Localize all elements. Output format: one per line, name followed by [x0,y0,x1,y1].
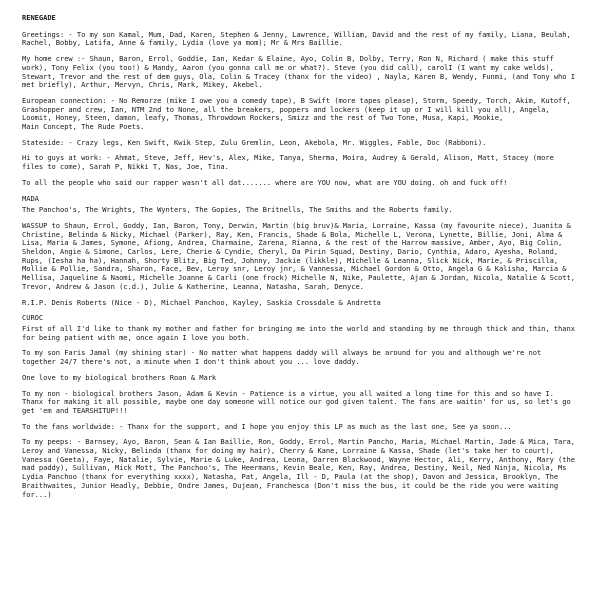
renegade-main-concept: Main Concept, The Rude Poets. [22,122,145,132]
section-heading-curoc: CUROC [22,313,44,323]
mada-rip: R.I.P. Denis Roberts (Nice - D), Michael Panchoo, Kayley, Saskia Crossdale & Andretta [22,297,381,307]
section-heading-renegade: RENEGADE [22,13,56,22]
mada-families: The Panchoo's, The Wrights, The Wynters, The Gopies, The Britnells, The Smiths and the Roberts family. [22,205,453,215]
mada-wassup: WASSUP to Shaun, Errol, Goddy, Ian, Baron, Tony, Derwin, Martin (big bruv)& Maria, Lorraine, Kassa (my favourite niece), Juanita & Christine, Belinda & Nicky, Michael (Parker), Ray, Ken, Francis, Shade & Bola, Michelle L, Verona, Lynette, Billie, Joni, Alma & Lisa, Maria & James, Symone, Afiong, Andrea, Charmaine, Zarena, Rianna, & the rest of the Harrow massive, Amber, Ayo, Big Colin, Sheldon, Angie & Simone, Carlos, Lere, Cherie & Cyndie, Cheryl, Da Pirin Squad, Destiny, Dario, Cynthia, Adaro, Ayesha, Roland, Rups, (Iesha ha ha), Hannah, Shorty Blitz, Big Ted, Johnny, Jackie (likkle), Michelle & Leanna, Slick Nick, Marie, & Priscilla, Mollie & Pollie, Sandra, Sharon, Face, Bev, Leroy snr, Leroy jnr, & Vannessa, Michael Gordon & Otto, Angela G & Kalisha, Marcia & Mellisa, Jaqueline & Naomi, Michelle Joanne & Carli (one frock) Michelle N, Nike, Paulette, Ajan & Jordan, Nicola, Natalie & Scott, Trevor, Andrew & Jason (c.d.), Julie & Katherine, Leanna, Natasha, Sarah, Denyce. [22,220,575,291]
curoc-fans: To the fans worldwide: - Thanx for the support, and I hope you enjoy this LP as much as the last one, See ya soon... [22,421,512,431]
renegade-greetings: Greetings: - To my son Kamal, Mum, Dad, Karen, Stephen & Jenny, Lawrence, William, David and the rest of my family, Liana, Beulah, Rachel, Bobby, Latifa, Anne & family, Lydia (love ya mom); Mr & Mrs Baillie. [22,29,571,48]
curoc-son: To my son Faris Jamal (my shining star) - No matter what happens daddy will always be around for you and although we're not together 24/7 there's not, a minute when I don't think about you ... love daddy. [22,348,542,367]
curoc-parents: First of all I'd like to thank my mother and father for bringing me into the world and standing by me through thick and thin, thanx for being patient with me, once again I love you both. [22,323,575,342]
curoc-peeps: To my peeps: - Barnsey, Ayo, Baron, Sean & Ian Baillie, Ron, Goddy, Errol, Martin Pancho, Maria, Michael Martin, Jade & Mica, Tara, Leroy and Vanessa, Nicky, Belinda (thanx for doing my hair), Cherry & Kane, Lorraine & Kassa, Shade (let's take her to court), Vanessa (Geeta), Faye, Natalie, Sylvie, Marie & Luke, Andrea, Leona, Darren Blackwood, Wayne Hector, Ali, Kerry, Anthony, Mary (the mad paddy), Sullivan, Mick Mott, The Panchoo's, The Heermans, Kevin Beale, Ken, Ray, Andrea, Destiny, Neil, Ned Ninja, Nicola, Ms Lydia Panchoo (thanx for everything xxxx), Natasha, Pat, Angela, Ill - D, Paula (at the shop), Davon and Jessica, Brooklyn, The Braithwaites, Junior Headly, Debbie, Ondre James, Dujean, Franchesca (Don't miss the bus, it could be the ride you were waiting for...) [22,437,575,499]
renegade-doubters: To all the people who said our rapper wasn't all dat....... where are YOU now, what are YOU doing. oh and fuck off! [22,177,508,187]
renegade-work: Hi to guys at work: - Ahmat, Steve, Jeff, Hev's, Alex, Mike, Tanya, Sherma, Moira, Audrey & Gerald, Alison, Matt, Stacey (more files to come), Sarah P, Nikki T, Nas, Joe, Tina. [22,153,554,172]
renegade-home-crew: My home crew :- Shaun, Baron, Errol, Goddie, Ian, Kedar & Elaine, Ayo, Colin B, Dolby, Terry, Ron N, Richard ( make this stuff work), Tony Felix (you too!) & Mandy, Aaron (you gonna call me or what?). Steve (you did call), carolI (I want my cake welds), Stewart, Trevor and the rest of dem guys, Ola, Colin & Tracey (thanx for the video) , Nayla, Karen B, Wendy, Funmi, (and Tony who I met briefly), Arthur, Mervyn, Chris, Mark, Mikey, Akebel. [22,54,575,90]
renegade-stateside: Stateside: - Crazy legs, Ken Swift, Kwik Step, Zulu Gremlin, Leon, Akebola, Mr. Wiggles, Fable, Doc (Rabboni). [22,137,487,147]
curoc-brothers: One love to my biological brothers Roan & Mark [22,372,217,382]
section-heading-mada: MADA [22,193,39,203]
curoc-non-bio: To my non - biological brothers Jason, Adam & Kevin - Patience is a virtue, you all waited a long time for this and so have I. Thanx for making it all possible, maybe one day someone will notice our god given talent. The fans are waitin' for us, so let's go get 'em and TEARSHITUP!!! [22,388,571,415]
renegade-european-connection: European connection: - No Remorze (mike I owe you a comedy tape), B Swift (more tapes please), Storm, Speedy, Torch, Akim, Kutoff, Grashopper and crew, Ian, NTM 2nd to None, all the breakers, poppers and lockers (keep it up or I will kill you all), Angela, Loomit, Honey, Steen, damon, leafy, Thomas, Throwdown Rockers, Smizz and the rest of Two Tone, Musa, Kapi, Mookie, [22,95,571,123]
